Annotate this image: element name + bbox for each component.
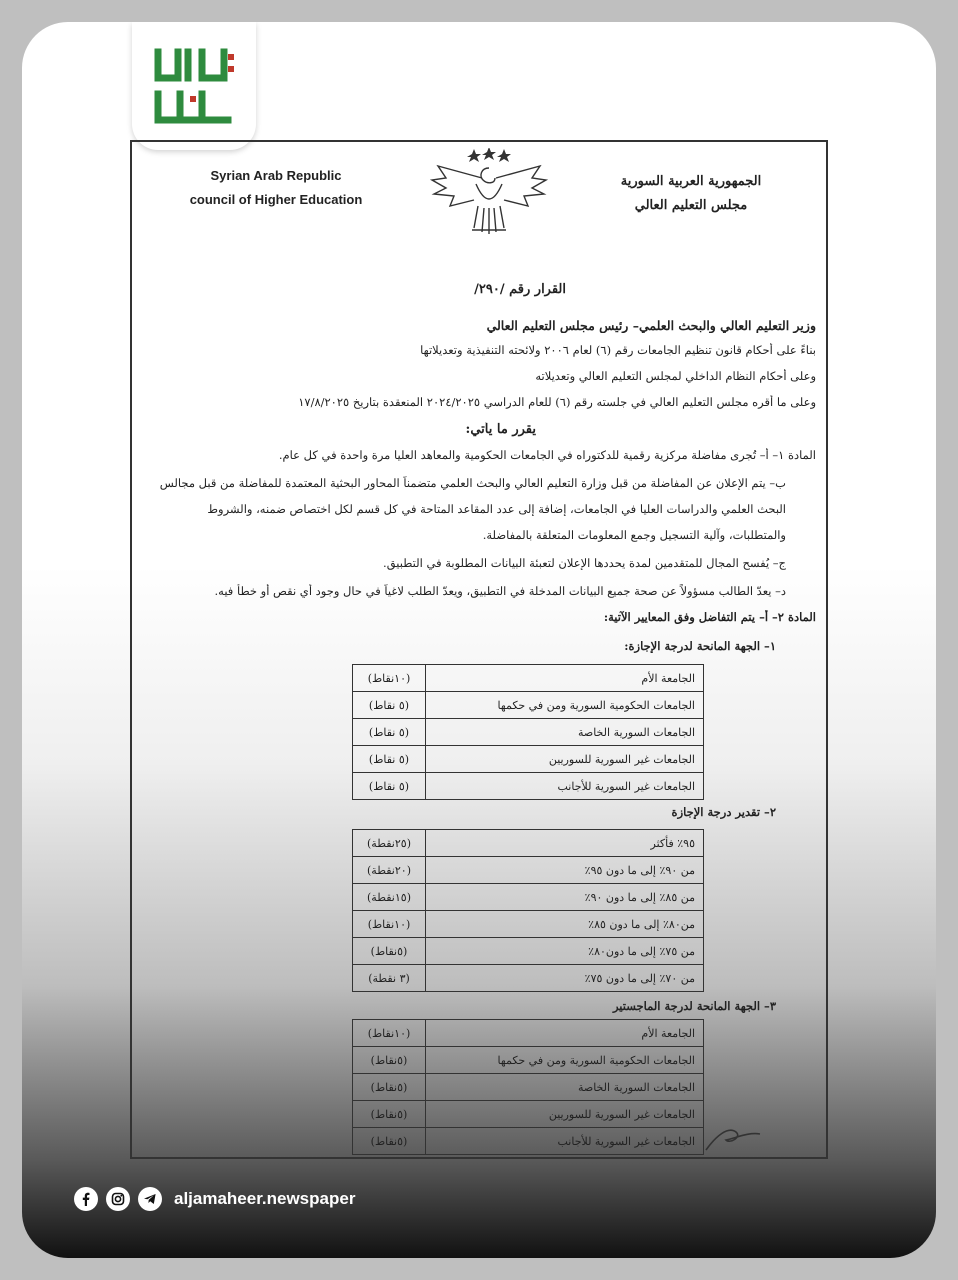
criteria-label: من٨٠٪ إلى ما دون ٨٥٪ (426, 911, 704, 938)
criteria-label: الجامعات الحكومية السورية ومن في حكمها (426, 692, 704, 719)
logo-tab (132, 22, 256, 150)
criteria-points: (١٠نقاط) (353, 1020, 426, 1047)
criteria-label: الجامعة الأم (426, 1020, 704, 1047)
preamble-line: بناءً على أحكام قانون تنظيم الجامعات رقم (٦) لعام ٢٠٠٦ ولائحته التنفيذية وتعديلاتها (420, 343, 816, 357)
header-en-line2: council of Higher Education (189, 192, 363, 207)
header-ar-line2: مجلس التعليم العالي (634, 198, 748, 213)
criteria-label: من ٨٥٪ إلى ما دون ٩٠٪ (426, 884, 704, 911)
article1-line: ب– يتم الإعلان عن المفاضلة من قبل وزارة التعليم العالي والبحث العلمي متضمناً المحاور البحثية المعتمدة للمفاضلة من قبل مجالس (159, 476, 786, 490)
section1-title: ١– الجهة المانحة لدرجة الإجازة: (624, 639, 776, 653)
criteria-row (353, 1047, 704, 1074)
criteria-points: (٥نقاط) (353, 938, 426, 965)
criteria-points: (٢٥نقطة) (353, 830, 426, 857)
criteria-label: ٩٥٪ فأكثر (426, 830, 704, 857)
criteria-points: (٥ نقاط) (353, 692, 426, 719)
criteria-points: (٥ نقاط) (353, 719, 426, 746)
social-footer (74, 1187, 355, 1211)
decides-heading: يقرر ما يأتي: (465, 422, 536, 437)
criteria-row (353, 965, 704, 992)
section2-table (352, 829, 704, 992)
section3-title: ٣– الجهة المانحة لدرجة الماجستير (612, 999, 776, 1013)
article2-intro: المادة ٢– أ– يتم التفاضل وفق المعايير الآتية: (603, 610, 816, 624)
decision-document (130, 140, 828, 1159)
header-english (166, 164, 386, 212)
preamble-line: وزير التعليم العالي والبحث العلمي– رئيس مجلس التعليم العالي (486, 318, 816, 333)
header-ar-line1: الجمهورية العربية السورية (620, 174, 762, 189)
criteria-label: الجامعات غير السورية للأجانب (426, 773, 704, 800)
section3-table (352, 1019, 704, 1155)
signature-mark (702, 1118, 772, 1158)
criteria-points: (٥ نقاط) (353, 773, 426, 800)
article1-line: المادة ١– أ– تُجرى مفاضلة مركزية رقمية للدكتوراه في الجامعات الحكومية والمعاهد العليا مرة واحدة في كل عام. (278, 448, 816, 462)
criteria-points: (٥نقاط) (353, 1047, 426, 1074)
criteria-label: الجامعات السورية الخاصة (426, 1074, 704, 1101)
article1-line: د– يعدّ الطالب مسؤولاً عن صحة جميع البيانات المدخلة في التطبيق، ويعدّ الطلب لاغياً في حال وجود أي نقص أو خطأ فيه. (214, 584, 786, 598)
criteria-label: الجامعات غير السورية للأجانب (426, 1128, 704, 1155)
article1-line: ج– يُفسح المجال للمتقدمين لمدة يحددها الإعلان لتعبئة البيانات المطلوبة في التطبيق. (383, 556, 786, 570)
header-en-line1: Syrian Arab Republic (210, 168, 342, 183)
instagram-icon[interactable] (106, 1187, 130, 1211)
criteria-row (353, 830, 704, 857)
criteria-label: من ٧٥٪ إلى ما دون٨٠٪ (426, 938, 704, 965)
criteria-row (353, 746, 704, 773)
criteria-points: (٢٠نقطة) (353, 857, 426, 884)
criteria-label: من ٩٠٪ إلى ما دون ٩٥٪ (426, 857, 704, 884)
decision-number: القرار رقم /٢٩٠/ (474, 282, 566, 297)
criteria-points: (١٠نقاط) (353, 911, 426, 938)
criteria-row (353, 1128, 704, 1155)
criteria-points: (٣ نقطة) (353, 965, 426, 992)
criteria-row (353, 665, 704, 692)
social-handle[interactable]: aljamaheer.newspaper (174, 1189, 356, 1208)
criteria-row (353, 719, 704, 746)
facebook-icon[interactable] (74, 1187, 98, 1211)
eagle-emblem-icon (424, 148, 554, 238)
section2-title: ٢– تقدير درجة الإجازة (671, 805, 776, 819)
header-arabic (596, 170, 786, 218)
post-card (22, 22, 936, 1258)
criteria-label: الجامعات الحكومية السورية ومن في حكمها (426, 1047, 704, 1074)
criteria-row (353, 1074, 704, 1101)
article1-line: والمتطلبات، وآلية التسجيل وجمع المعلومات المتعلقة بالمفاضلة. (482, 528, 786, 542)
criteria-points: (١٥نقطة) (353, 884, 426, 911)
criteria-label: الجامعة الأم (426, 665, 704, 692)
jamaheer-logo (144, 38, 244, 134)
criteria-points: (٥نقاط) (353, 1101, 426, 1128)
criteria-points: (١٠نقاط) (353, 665, 426, 692)
criteria-row (353, 773, 704, 800)
criteria-label: الجامعات غير السورية للسوريين (426, 746, 704, 773)
criteria-points: (٥ نقاط) (353, 746, 426, 773)
criteria-row (353, 911, 704, 938)
criteria-row (353, 884, 704, 911)
criteria-points: (٥نقاط) (353, 1074, 426, 1101)
criteria-row (353, 692, 704, 719)
preamble-line: وعلى ما أقره مجلس التعليم العالي في جلسته رقم (٦) للعام الدراسي ٢٠٢٤/٢٠٢٥ المنعقدة بتاريخ ١٧/٨/٢٠٢٥ (298, 395, 816, 409)
preamble-line: وعلى أحكام النظام الداخلي لمجلس التعليم العالي وتعديلاته (535, 369, 816, 383)
section1-table (352, 664, 704, 800)
criteria-row (353, 938, 704, 965)
criteria-row (353, 1020, 704, 1047)
criteria-row (353, 857, 704, 884)
criteria-label: الجامعات السورية الخاصة (426, 719, 704, 746)
criteria-row (353, 1101, 704, 1128)
telegram-icon[interactable] (138, 1187, 162, 1211)
criteria-label: من ٧٠٪ إلى ما دون ٧٥٪ (426, 965, 704, 992)
criteria-label: الجامعات غير السورية للسوريين (426, 1101, 704, 1128)
criteria-points: (٥نقاط) (353, 1128, 426, 1155)
article1-line: البحث العلمي والدراسات العليا في الجامعات، إضافة إلى عدد المقاعد المتاحة في كل قسم لكل اختصاص ضمنه، والشروط (207, 502, 786, 516)
